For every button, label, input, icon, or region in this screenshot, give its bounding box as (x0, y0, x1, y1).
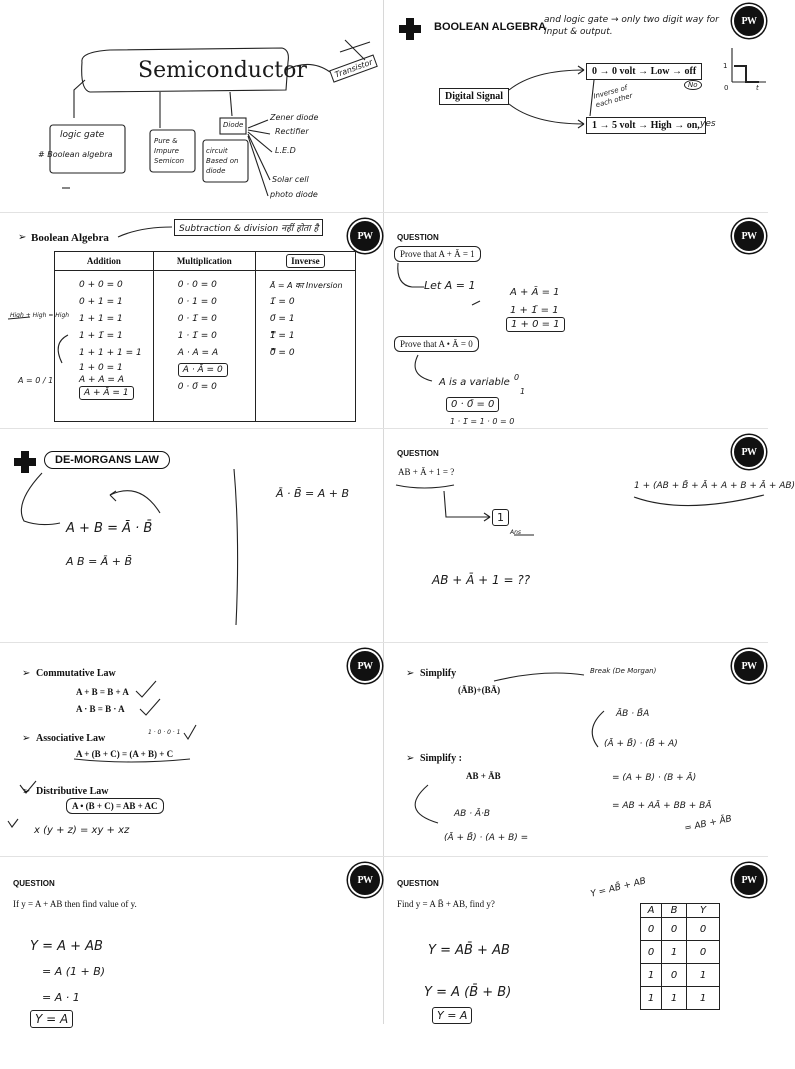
diode-type-1: Zener diode (270, 113, 319, 122)
panel-laws (0, 643, 383, 855)
prove-question-2: Prove that A • Ā = 0 (394, 339, 479, 349)
transistor-label: Transistor (329, 54, 378, 82)
prove-step-4: 0 · 0̄ = 0 (446, 399, 499, 410)
addition-line: 0 + 0 = 0 (79, 280, 123, 290)
callout-note: Subtraction & division नहीं होता है (174, 219, 323, 236)
question-expression-2: AB + Ā + 1 = ?? (432, 573, 531, 587)
inverse-line: 1̄ = 0 (269, 297, 295, 307)
graph-t-label: t (756, 84, 759, 92)
question-y-text: If y = A + AB then find value of y. (13, 899, 137, 909)
simplify-step-4b: = AB + ĀB (683, 814, 733, 834)
panel-digital-signal (384, 0, 767, 212)
one-state-box: 1 → 5 volt → High → on, (586, 117, 706, 134)
simplify-step-2: (Ā + B̄) · (B̄ + A) (604, 739, 678, 749)
semiconductor-title: Semiconductor (138, 58, 307, 83)
semiconductor-mindmap-lines (0, 0, 383, 212)
prove-step-2: 1 + 1̄ = 1 (510, 305, 559, 316)
multiplication-column (153, 271, 255, 422)
truth-cell: 1 (641, 987, 662, 1010)
panel-question-y (0, 857, 383, 1069)
distributive-law-heading: Distributive Law (36, 786, 109, 797)
digital-signal-box: Digital Signal (439, 88, 509, 105)
logic-gate-label: logic gate (60, 130, 105, 140)
panel-boolean-table (0, 213, 383, 425)
truth-cell: 1 (662, 941, 687, 964)
break-demorgan-note: Break (De Morgan) (590, 667, 657, 675)
demorgan-law-3: Ā · B̄ = A + B (276, 487, 350, 500)
pw-logo-icon: PW (732, 863, 766, 897)
inverse-line: 1̿ = 1 (269, 331, 295, 341)
associative-law-heading: Associative Law (36, 733, 106, 744)
pw-logo-icon: PW (732, 219, 766, 253)
diode-label: Diode (223, 121, 244, 129)
truth-header: B (662, 904, 687, 918)
pure-impure-label: Pure & Impure Semicon (154, 137, 185, 165)
inverse-note: Inverse of each other (592, 83, 634, 110)
truth-cell: 0 (662, 964, 687, 987)
addition-line: 1 + 0 = 1 (79, 363, 123, 373)
panel-simplify (384, 643, 767, 855)
panel-prove (384, 213, 767, 425)
truth-cell: 1 (662, 987, 687, 1010)
digital-signal-arrows (384, 0, 767, 212)
table-header-multiplication: Multiplication (153, 252, 255, 271)
find-line-1: Y = AB̄ + AB (428, 943, 510, 958)
truth-header: Y (687, 904, 720, 918)
addition-line-boxed: A + Ā = 1 (55, 386, 153, 400)
truth-cell: 0 (641, 941, 662, 964)
inverse-line: 0̄ = 1 (269, 314, 295, 324)
zero-state-box: 0 → 0 volt → Low → off (586, 63, 702, 80)
no-label: No (684, 80, 702, 90)
solution-line-2: = A (1 + B) (42, 965, 106, 978)
variable-one: 1 (520, 387, 526, 396)
truth-table (640, 903, 720, 1010)
answer-value: 1 (492, 511, 509, 524)
pw-logo-icon: PW (348, 219, 382, 253)
circuit-label: circuit Based on diode (206, 147, 239, 175)
table-header-inverse: Inverse (255, 252, 355, 271)
simplify-step-6: (Ā + B̄) · (A + B) = (444, 833, 529, 843)
question-label: QUESTION (397, 879, 439, 888)
multiplication-line: 1 · 1̄ = 0 (177, 331, 217, 341)
expanded-expression: 1 + (AB + B̄ + Ā + A + B + Ā + AB) (634, 481, 795, 491)
panel-demorgan (0, 429, 383, 641)
inverse-line: 0̿ = 0 (269, 348, 295, 358)
prove-step-3: 1 + 0 = 1 (506, 319, 565, 330)
diode-type-4: Solar cell (272, 175, 309, 184)
bullet-arrow-icon: ➢ (22, 733, 31, 744)
demorgan-law-2: A B = Ā + B̄ (66, 555, 133, 568)
prove-step-5: 1 · 1̄ = 1 · 0 = 0 (450, 417, 515, 426)
let-statement: Let A = 1 (424, 279, 476, 292)
logic-gate-note: and logic gate → only two digit way for Input & output. (544, 15, 719, 37)
demorgan-title: DE-MORGANS LAW (44, 451, 170, 469)
boolean-operations-table (54, 251, 356, 422)
question-label: QUESTION (397, 449, 439, 458)
diode-type-5: photo diode (270, 190, 318, 199)
simplify-expression-2: AB + ĀB (466, 771, 501, 781)
bullet-arrow-icon: ➢ (18, 232, 27, 243)
boolean-algebra-heading: Boolean Algebra (31, 232, 109, 244)
bullet-arrow-icon: ➢ (22, 786, 31, 797)
a-variable-note: A = 0 / 1 (18, 376, 54, 385)
diode-type-3: L.E.D (275, 146, 296, 155)
pw-logo-icon: PW (732, 435, 766, 469)
simplify-step-4: = AB + AĀ + BB + BĀ (612, 801, 712, 811)
demorgan-arrows (0, 429, 383, 641)
answer-label: Ans (510, 529, 522, 536)
prove-question-1: Prove that A + Ā = 1 (394, 249, 481, 259)
find-line-2: Y = A (B̄ + B) (424, 985, 512, 1000)
truth-header: A (641, 904, 662, 918)
multiplication-line: 0 · 0̄ = 0 (177, 382, 217, 392)
demorgan-law-1: A + B = Ā · B̄ (66, 521, 153, 536)
find-note: Y = AB̄ + AB (589, 876, 648, 900)
boolean-algebra-label: # Boolean algebra (38, 150, 113, 159)
solution-line-1: Y = A + AB (30, 939, 103, 954)
panel-question-find (384, 857, 767, 1069)
simplify-expression-1: (ĀB)+(BĀ) (458, 685, 501, 695)
multiplication-line: A · A = A (177, 348, 219, 358)
truth-cell: 0 (641, 918, 662, 941)
high-high-note: High + High = High (10, 312, 70, 319)
commutative-law-2: A · B = B · A (76, 704, 125, 714)
question-expression: AB + Ā + 1 = ? (398, 467, 455, 477)
associative-note: 1 · 0 · 0 · 1 (148, 729, 181, 736)
question-label: QUESTION (13, 879, 55, 888)
panel-question-ab (384, 429, 795, 641)
bullet-arrow-icon: ➢ (22, 668, 31, 679)
bullet-arrow-icon: ➢ (406, 668, 415, 679)
multiplication-line: 0 · 1 = 0 (177, 297, 217, 307)
graph-one-label: 1 (723, 62, 728, 70)
panel-semiconductor (0, 0, 383, 212)
truth-cell: 1 (687, 987, 720, 1010)
distributive-example: x (y + z) = xy + xz (34, 825, 130, 836)
yes-label: yes (700, 119, 716, 129)
question-label: QUESTION (397, 233, 439, 242)
addition-line: 1 + 1̄ = 1 (79, 331, 123, 341)
truth-cell: 1 (687, 964, 720, 987)
boolean-algebra-heading: BOOLEAN ALGEBRA (434, 21, 547, 33)
table-header-addition: Addition (55, 252, 154, 271)
inverse-line: Ā = A का Inversion (269, 281, 343, 290)
addition-line: A + A = A (79, 375, 124, 385)
find-result: Y = A (432, 1009, 472, 1022)
multiplication-line: 0 · 1̄ = 0 (177, 314, 217, 324)
variable-statement: A is a variable (439, 377, 510, 388)
prove-arrows (384, 213, 767, 425)
laws-checkmarks (0, 643, 383, 855)
pw-logo-icon: PW (732, 4, 766, 38)
simplify-heading-2: Simplify : (420, 753, 462, 764)
simplify-heading-1: Simplify (420, 668, 457, 679)
diode-type-2: Rectifier (275, 127, 309, 136)
truth-cell: 0 (662, 918, 687, 941)
distributive-law-1: A • (B + C) = AB + AC (66, 801, 164, 811)
pw-logo-icon: PW (348, 649, 382, 683)
simplify-step-1: ĀB · B̄A (616, 709, 650, 719)
simplify-step-3: = (A + B) · (B + Ā) (612, 773, 697, 783)
bullet-arrow-icon: ➢ (406, 753, 415, 764)
truth-cell: 1 (641, 964, 662, 987)
addition-line: 0 + 1 = 1 (79, 297, 123, 307)
pw-logo-icon: PW (732, 649, 766, 683)
variable-zero: 0 (514, 373, 520, 382)
question-find-text: Find y = A B̄ + AB, find y? (397, 899, 495, 909)
pw-logo-icon: PW (348, 863, 382, 897)
commutative-law-heading: Commutative Law (36, 668, 116, 679)
solution-line-3: = A · 1 (42, 991, 80, 1004)
addition-line: 1 + 1 = 1 (79, 314, 123, 324)
associative-law-1: A + (B + C) = (A + B) + C (76, 749, 174, 759)
truth-cell: 0 (687, 941, 720, 964)
simplify-step-5: AB · Ā·B (454, 809, 491, 819)
multiplication-line: 0 · 0 = 0 (177, 280, 217, 290)
commutative-law-1: A + B = B + A (76, 687, 129, 697)
prove-step-1: A + Ā = 1 (510, 287, 560, 298)
solution-result: Y = A (30, 1012, 73, 1026)
question-ab-arrows (384, 429, 767, 641)
truth-cell: 0 (687, 918, 720, 941)
inverse-column (255, 271, 355, 422)
multiplication-line-boxed: A · Ā = 0 (154, 362, 255, 379)
addition-column (55, 271, 154, 422)
graph-zero-label: 0 (724, 84, 729, 92)
addition-line: 1 + 1 + 1 = 1 (79, 348, 142, 358)
